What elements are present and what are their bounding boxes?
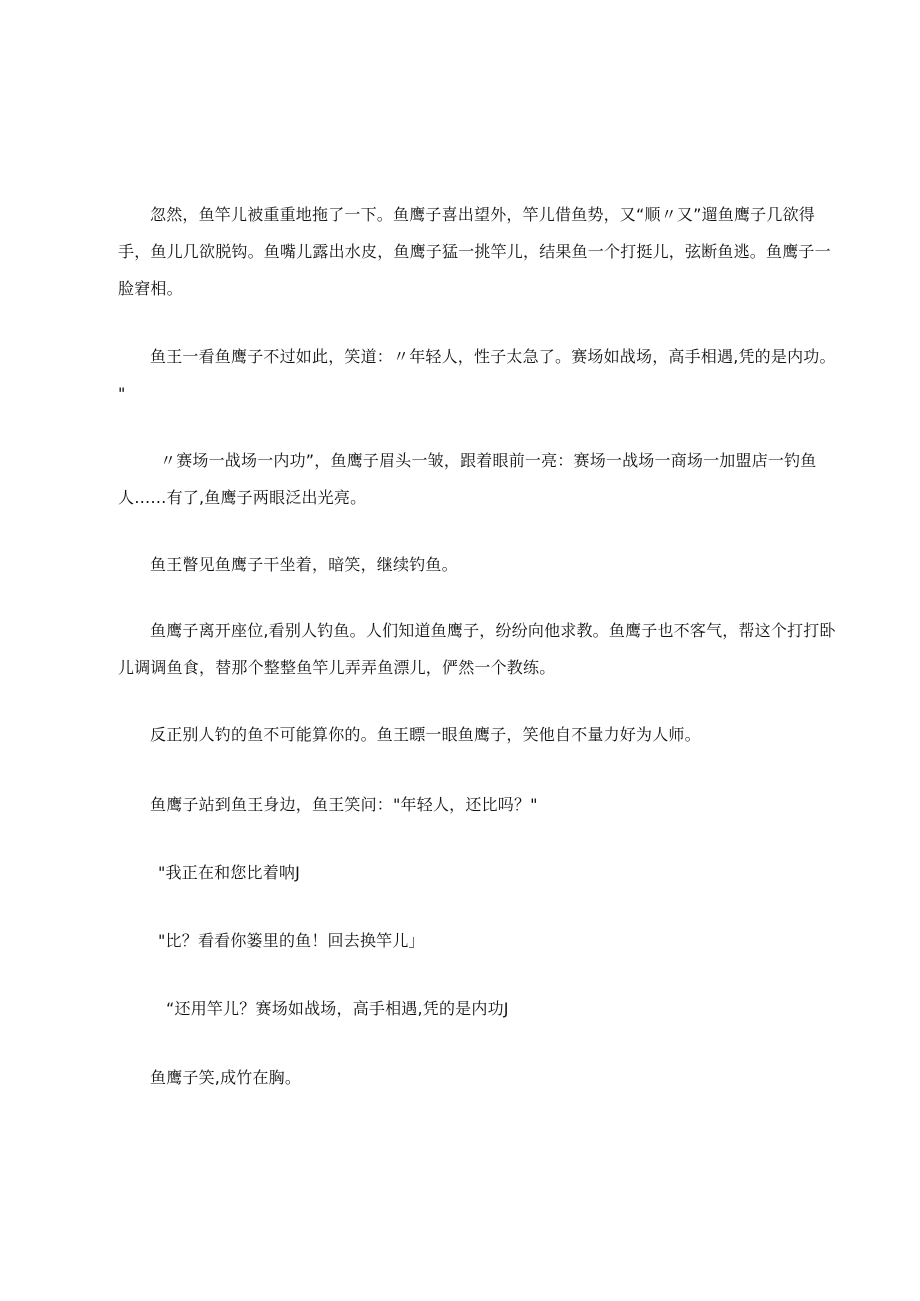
paragraph-2 [118,338,836,412]
text-line: 忽然，鱼竿儿被重重地拖了一下。鱼鹰子喜出望外，竿儿借鱼势，又“顺〃又”遛鱼鹰子几欲得 [150,205,815,224]
paragraph-9 [158,922,848,959]
text-line: 鱼王瞥见鱼鹰子干坐着，暗笑，继续钓鱼。 [150,555,458,574]
paragraph-7 [150,786,840,823]
paragraph-6 [150,716,840,753]
paragraph-10 [166,990,856,1027]
paragraph-3 [118,442,817,516]
paragraph-4 [150,546,840,583]
text-line: "我正在和您比着呐J [158,863,301,882]
paragraph-5 [118,612,836,686]
text-line: “还用竿儿？赛场如战场，高手相遇,凭的是内功J [166,999,509,1018]
text-line: " [118,384,126,403]
paragraph-8 [158,854,848,891]
text-line: 人……有了,鱼鹰子两眼泛出光亮。 [118,488,367,507]
text-line: "比？看看你篓里的鱼！回去换竿儿」 [158,931,425,950]
text-line: 鱼鹰子站到鱼王身边，鱼王笑问："年轻人，还比吗？" [150,795,538,814]
text-line: 反正别人钓的鱼不可能算你的。鱼王瞟一眼鱼鹰子，笑他自不量力好为人师。 [150,725,701,744]
text-line: 鱼鹰子笑,成竹在胸。 [150,1068,302,1087]
text-line: 鱼王一看鱼鹰子不过如此，笑道：〃年轻人，性子太急了。赛场如战场，高手相遇,凭的是内功。 [150,347,836,366]
paragraph-1 [118,196,831,307]
text-line: 儿调调鱼食，替那个整整鱼竿儿弄弄鱼漂儿，俨然一个教练。 [118,658,556,677]
text-line: 手，鱼儿几欲脱钩。鱼嘴儿露出水皮，鱼鹰子猛一挑竿儿，结果鱼一个打挺儿，弦断鱼逃。鱼鹰子一 [118,242,831,261]
text-line: 鱼鹰子离开座位,看别人钓鱼。人们知道鱼鹰子，纷纷向他求教。鱼鹰子也不客气，帮这个打打卧 [150,621,836,640]
paragraph-11 [150,1059,840,1096]
text-line: 脸窘相。 [118,279,183,298]
text-line: 〃赛场一战场一内功”，鱼鹰子眉头一皱，跟着眼前一亮：赛场一战场一商场一加盟店一钓鱼 [160,451,817,470]
